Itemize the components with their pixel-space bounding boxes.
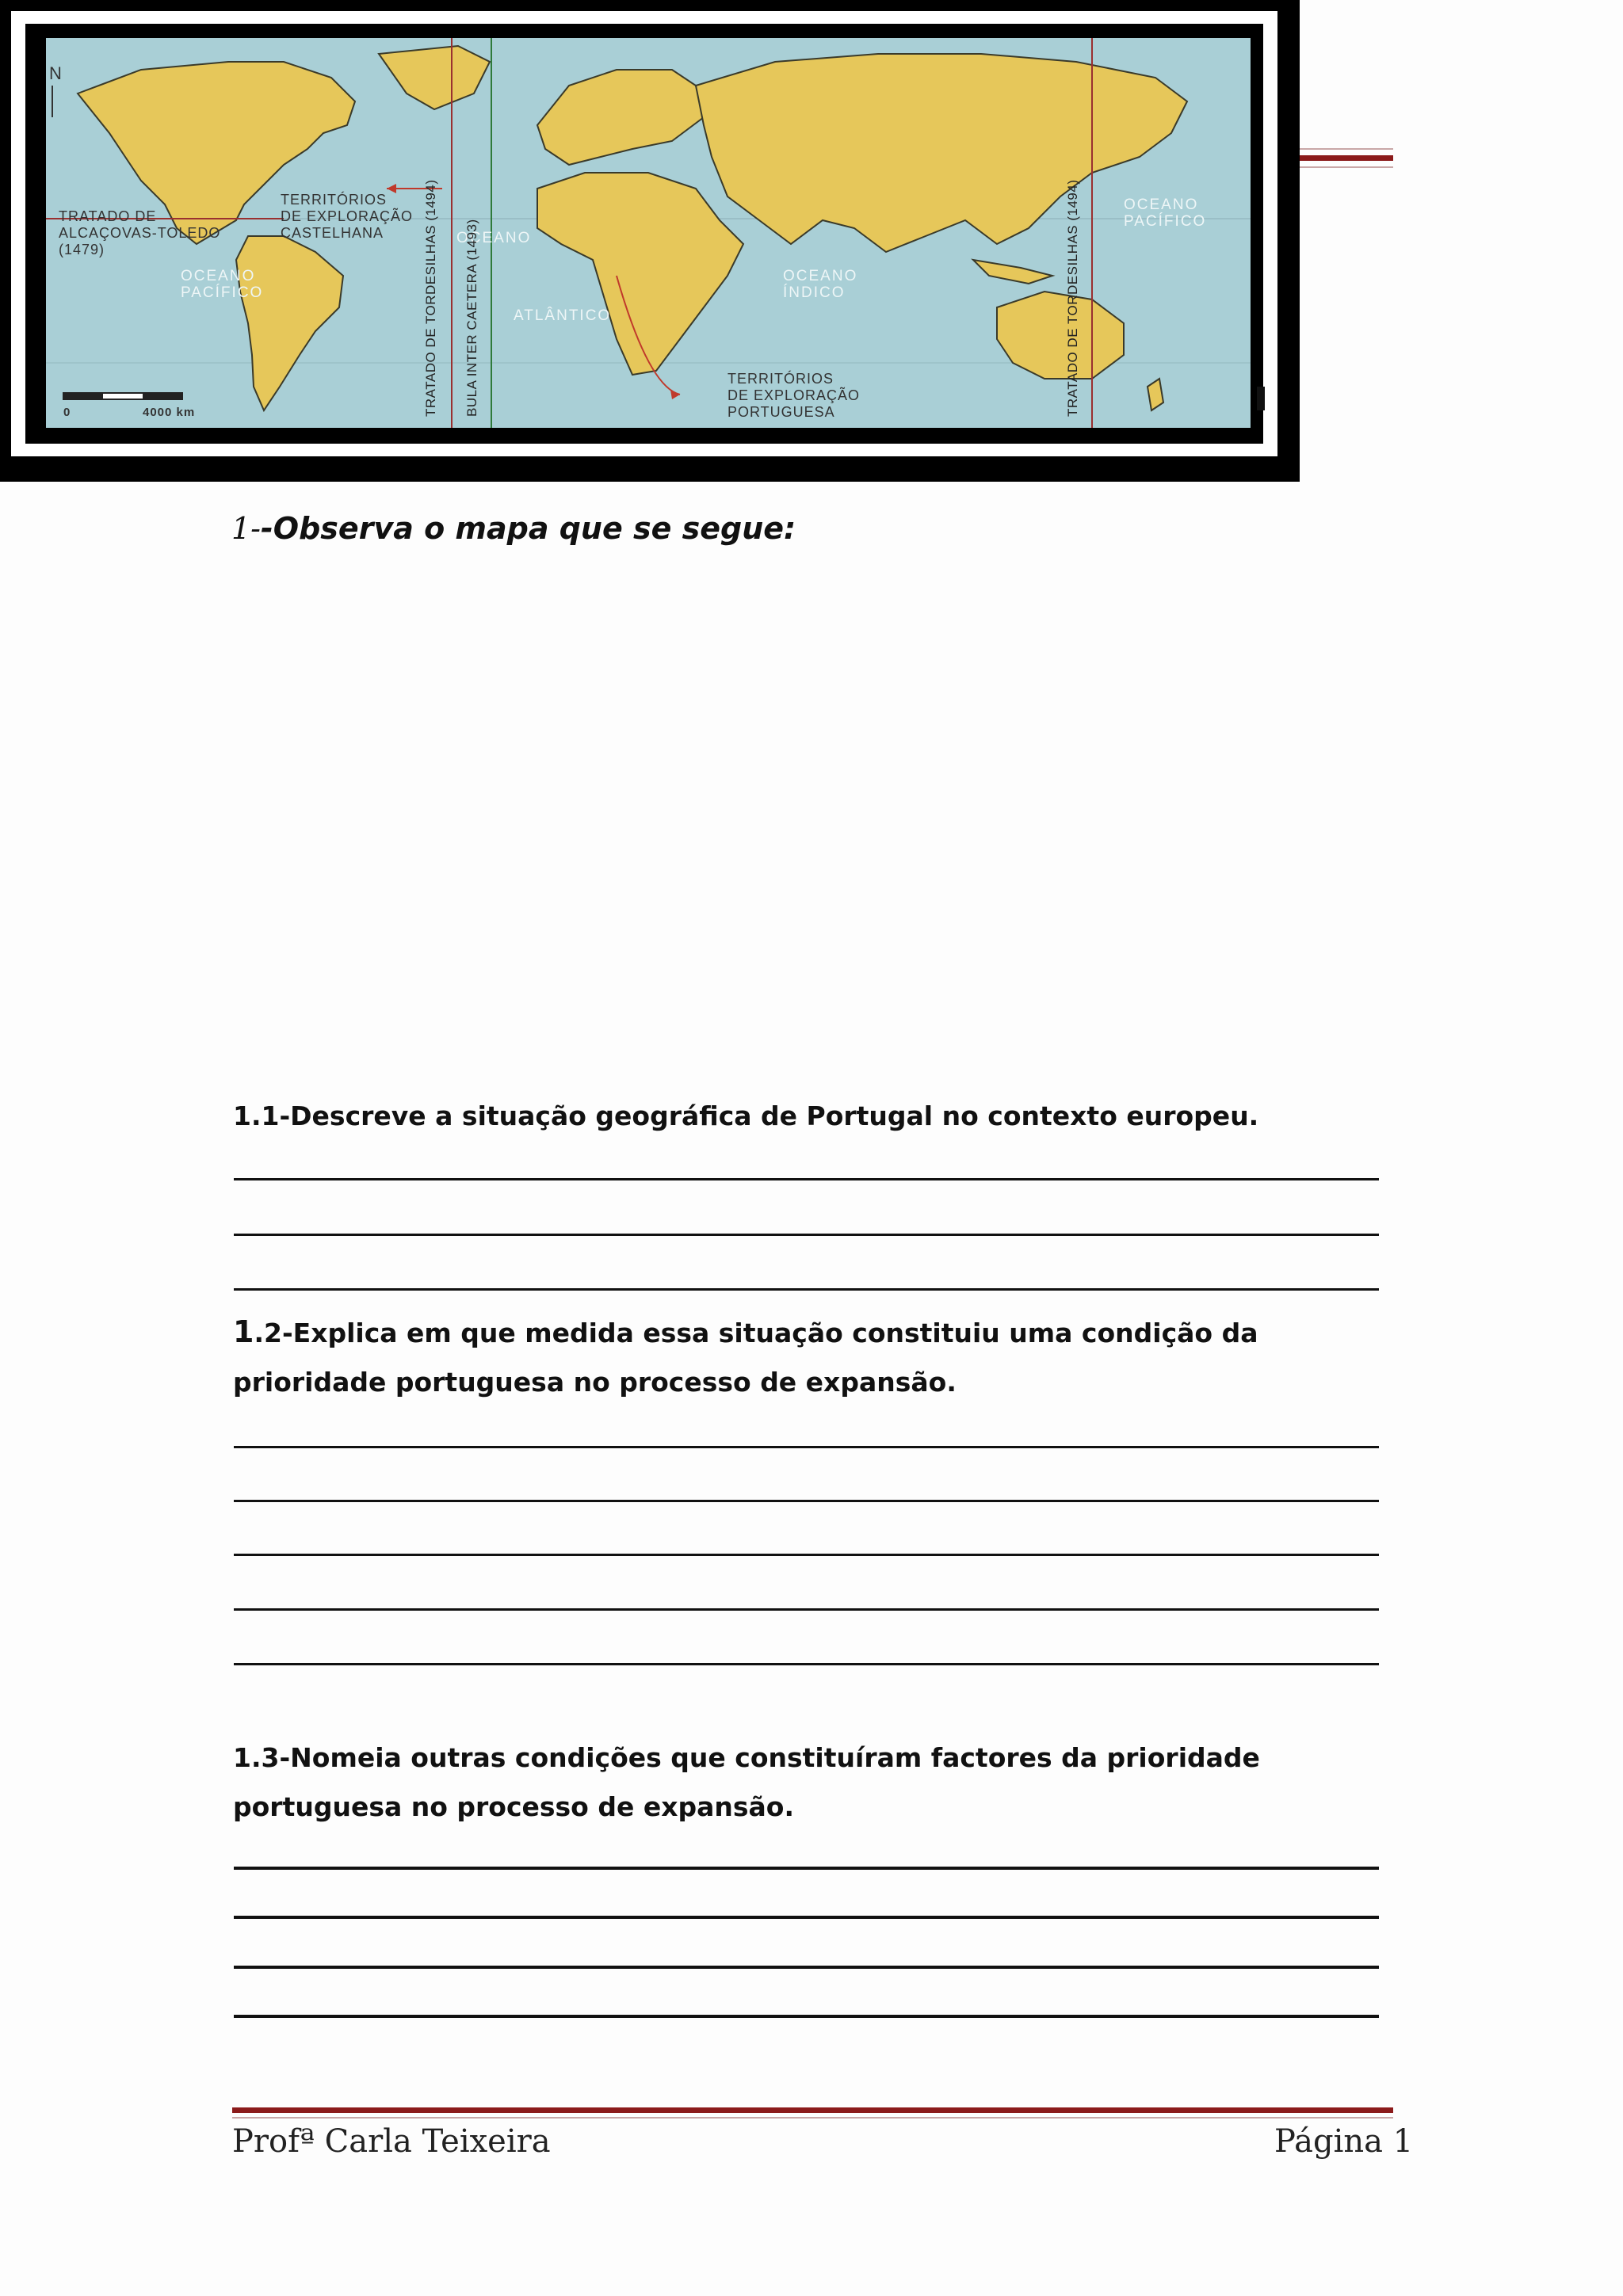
scale-zero: 0 — [63, 406, 71, 419]
question-1-text: -Observa o mapa que se segue: — [261, 511, 796, 546]
question-1-2 — [233, 1307, 1398, 1407]
question-1 — [231, 511, 796, 546]
label-oceano-indico: OCEANO ÍNDICO — [783, 268, 858, 301]
footer-page-number: Página 1 — [1274, 2123, 1414, 2160]
south-america — [236, 236, 343, 410]
label-portuguesa: TERRITÓRIOS DE EXPLORAÇÃO PORTUGUESA — [727, 371, 861, 420]
label-alcacovas: TRATADO DE ALCAÇOVAS-TOLEDO (1479) — [59, 208, 221, 257]
header-edge-mark — [1257, 387, 1265, 410]
question-1-3: 1.3-Nomeia outras condições que constituíram factores da prioridade portuguesa no processo de expansão. — [233, 1742, 1260, 1822]
label-oceano-pacifico-west: OCEANO PACÍFICO — [181, 268, 264, 301]
question-1-2-text: .2-Explica em que medida essa situação constituiu uma condição da prioridade portuguesa no processo de expansão. — [233, 1318, 1258, 1398]
question-1-2-number: 1 — [233, 1314, 254, 1349]
answer-line-1-2-e[interactable] — [234, 1663, 1379, 1665]
label-tordesilhas-east: TRATADO DE TORDESILHAS (1494) — [1065, 179, 1080, 417]
label-tordesilhas-west: TRATADO DE TORDESILHAS (1494) — [423, 179, 438, 417]
footer-author: Profª Carla Teixeira — [232, 2123, 551, 2160]
answer-line-1-1-a[interactable] — [234, 1178, 1379, 1180]
footer-rule — [232, 2107, 1393, 2113]
label-bula-inter-caetera: BULA INTER CAETERA (1493) — [464, 219, 479, 417]
scale-distance: 4000 km — [143, 406, 196, 419]
answer-line-1-3-d[interactable] — [234, 2015, 1379, 2018]
label-oceano-atlantico: OCEANO — [456, 230, 532, 246]
answer-line-1-2-a[interactable] — [234, 1446, 1379, 1448]
question-1-number: 1- — [231, 511, 262, 546]
answer-line-1-2-c[interactable] — [234, 1554, 1379, 1556]
answer-line-1-3-a[interactable] — [234, 1867, 1379, 1870]
answer-line-1-1-b[interactable] — [234, 1234, 1379, 1236]
answer-line-1-2-b[interactable] — [234, 1500, 1379, 1502]
north-label: N — [49, 63, 63, 83]
answer-line-1-2-d[interactable] — [234, 1608, 1379, 1611]
label-oceano-pacifico-east: OCEANO PACÍFICO — [1124, 196, 1207, 230]
indonesia — [973, 260, 1052, 284]
europe — [537, 70, 704, 165]
new-zealand — [1148, 379, 1163, 410]
footer-rule-thin — [232, 2117, 1393, 2119]
answer-line-1-3-c[interactable] — [234, 1966, 1379, 1969]
answer-line-1-3-b[interactable] — [234, 1916, 1379, 1919]
world-map — [46, 38, 1251, 428]
label-castelhana: TERRITÓRIOS DE EXPLORAÇÃO CASTELHANA — [281, 192, 414, 241]
answer-line-1-1-c[interactable] — [234, 1288, 1379, 1291]
question-1-1: 1.1-Descreve a situação geográfica de Portugal no contexto europeu. — [233, 1100, 1259, 1131]
greenland — [379, 46, 490, 109]
label-atlantico: ATLÂNTICO — [514, 307, 612, 324]
asia — [696, 54, 1187, 252]
australia — [997, 292, 1124, 379]
